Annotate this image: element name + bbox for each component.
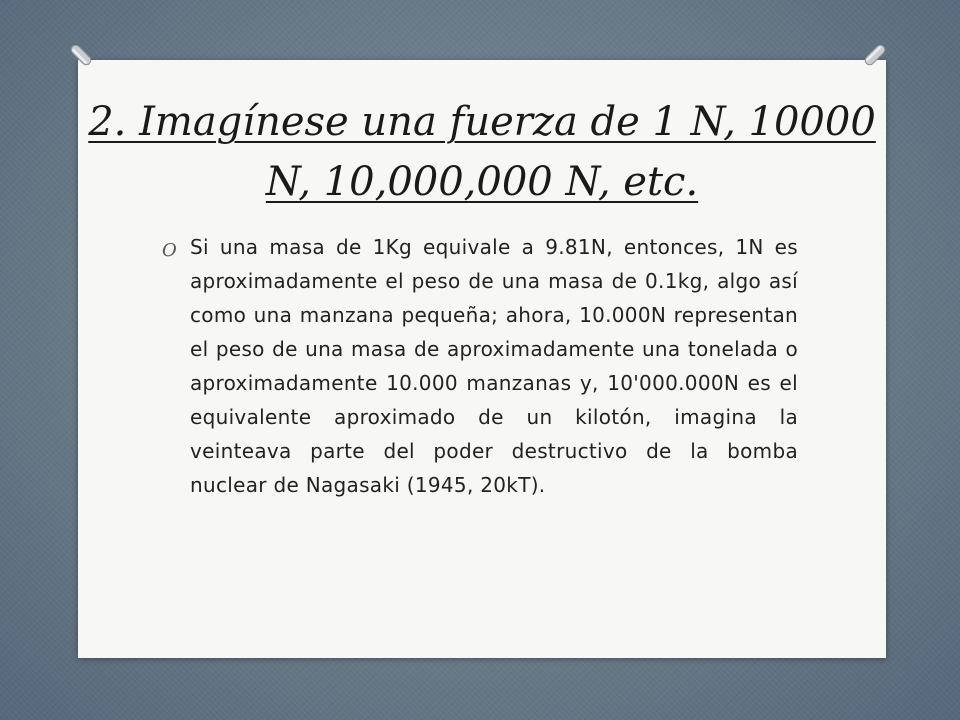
- bullet-marker-icon: O: [162, 240, 177, 261]
- bullet-item: [162, 230, 798, 502]
- bullet-text: Si una masa de 1Kg equivale a 9.81N, entonces, 1N es aproximadamente el peso de una masa de 0.1kg, algo así como una manzana pequeña; ahora, 10.000N representan el peso de una masa de aproximadamente una tonelada o aproximadamente 10.000 manzanas y, 10'000.000N es el equivalente aproximado de un kilotón, imagina la veinteava parte del poder destructivo de la bomba nuclear de Nagasaki (1945, 20kT).: [190, 235, 798, 497]
- slide-title: 2. Imagínese una fuerza de 1 N, 10000 N, 10,000,000 N, etc.: [88, 99, 876, 205]
- pushpin-icon: [66, 40, 96, 70]
- pushpin-icon: [860, 40, 890, 70]
- slide-card: [78, 60, 886, 658]
